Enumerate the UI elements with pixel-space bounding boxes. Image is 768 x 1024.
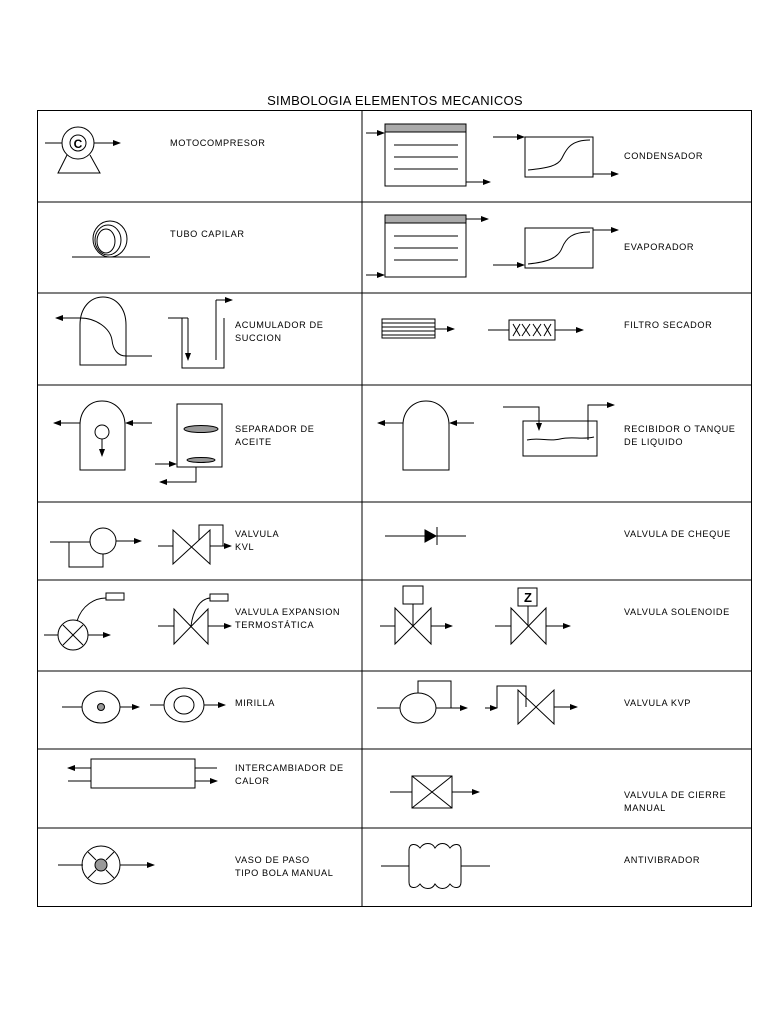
label-vaso-paso: VASO DE PASO TIPO BOLA MANUAL <box>235 855 334 878</box>
label-valvula-cierre: VALVULA DE CIERRE MANUAL <box>624 790 727 813</box>
acumulador-symbol <box>56 297 232 368</box>
valvula-solenoide-symbol <box>380 586 570 644</box>
label-tubo-capilar: TUBO CAPILAR <box>170 229 245 239</box>
label-antivibrador: ANTIVIBRADOR <box>624 855 701 865</box>
label-motocompresor: MOTOCOMPRESOR <box>170 138 266 148</box>
label-separador: SEPARADOR DE ACEITE <box>235 424 315 447</box>
label-filtro-secador: FILTRO SECADOR <box>624 320 713 330</box>
valvula-expansion-symbol <box>44 593 231 650</box>
motocompresor-symbol <box>45 127 120 173</box>
label-valvula-kvp: VALVULA KVP <box>624 698 692 708</box>
page-title: SIMBOLOGIA ELEMENTOS MECANICOS <box>267 93 523 108</box>
condensador-symbol <box>366 124 618 186</box>
label-recibidor: RECIBIDOR O TANQUE DE LIQUIDO <box>624 424 736 447</box>
vaso-paso-symbol <box>58 846 154 884</box>
recibidor-symbol <box>378 401 614 470</box>
solenoid-letter: Z <box>524 590 532 605</box>
label-intercambiador: INTERCAMBIADOR DE CALOR <box>235 763 344 786</box>
label-valvula-cheque: VALVULA DE CHEQUE <box>624 529 731 539</box>
antivibrador-symbol <box>381 844 490 889</box>
table-grid-lines <box>37 110 752 907</box>
tubo-capilar-symbol <box>72 221 150 257</box>
label-valvula-expansion: VALVULA EXPANSION TERMOSTÁTICA <box>235 607 341 630</box>
mirilla-symbol <box>62 688 225 723</box>
label-mirilla: MIRILLA <box>235 698 275 708</box>
label-valvula-kvl: VALVULA KVL <box>235 529 280 552</box>
valvula-cheque-symbol <box>385 527 466 545</box>
label-condensador: CONDENSADOR <box>624 151 704 161</box>
label-valvula-solenoide: VALVULA SOLENOIDE <box>624 607 730 617</box>
label-acumulador: ACUMULADOR DE SUCCION <box>235 320 324 343</box>
valvula-kvl-symbol <box>50 525 231 567</box>
label-evaporador: EVAPORADOR <box>624 242 695 252</box>
filtro-secador-symbol <box>382 319 583 340</box>
compressor-letter: C <box>73 137 83 151</box>
evaporador-symbol <box>366 215 618 277</box>
valvula-kvp-symbol <box>377 681 577 724</box>
valvula-cierre-symbol <box>390 776 479 808</box>
separador-symbol <box>54 401 222 482</box>
intercambiador-symbol <box>68 759 217 788</box>
